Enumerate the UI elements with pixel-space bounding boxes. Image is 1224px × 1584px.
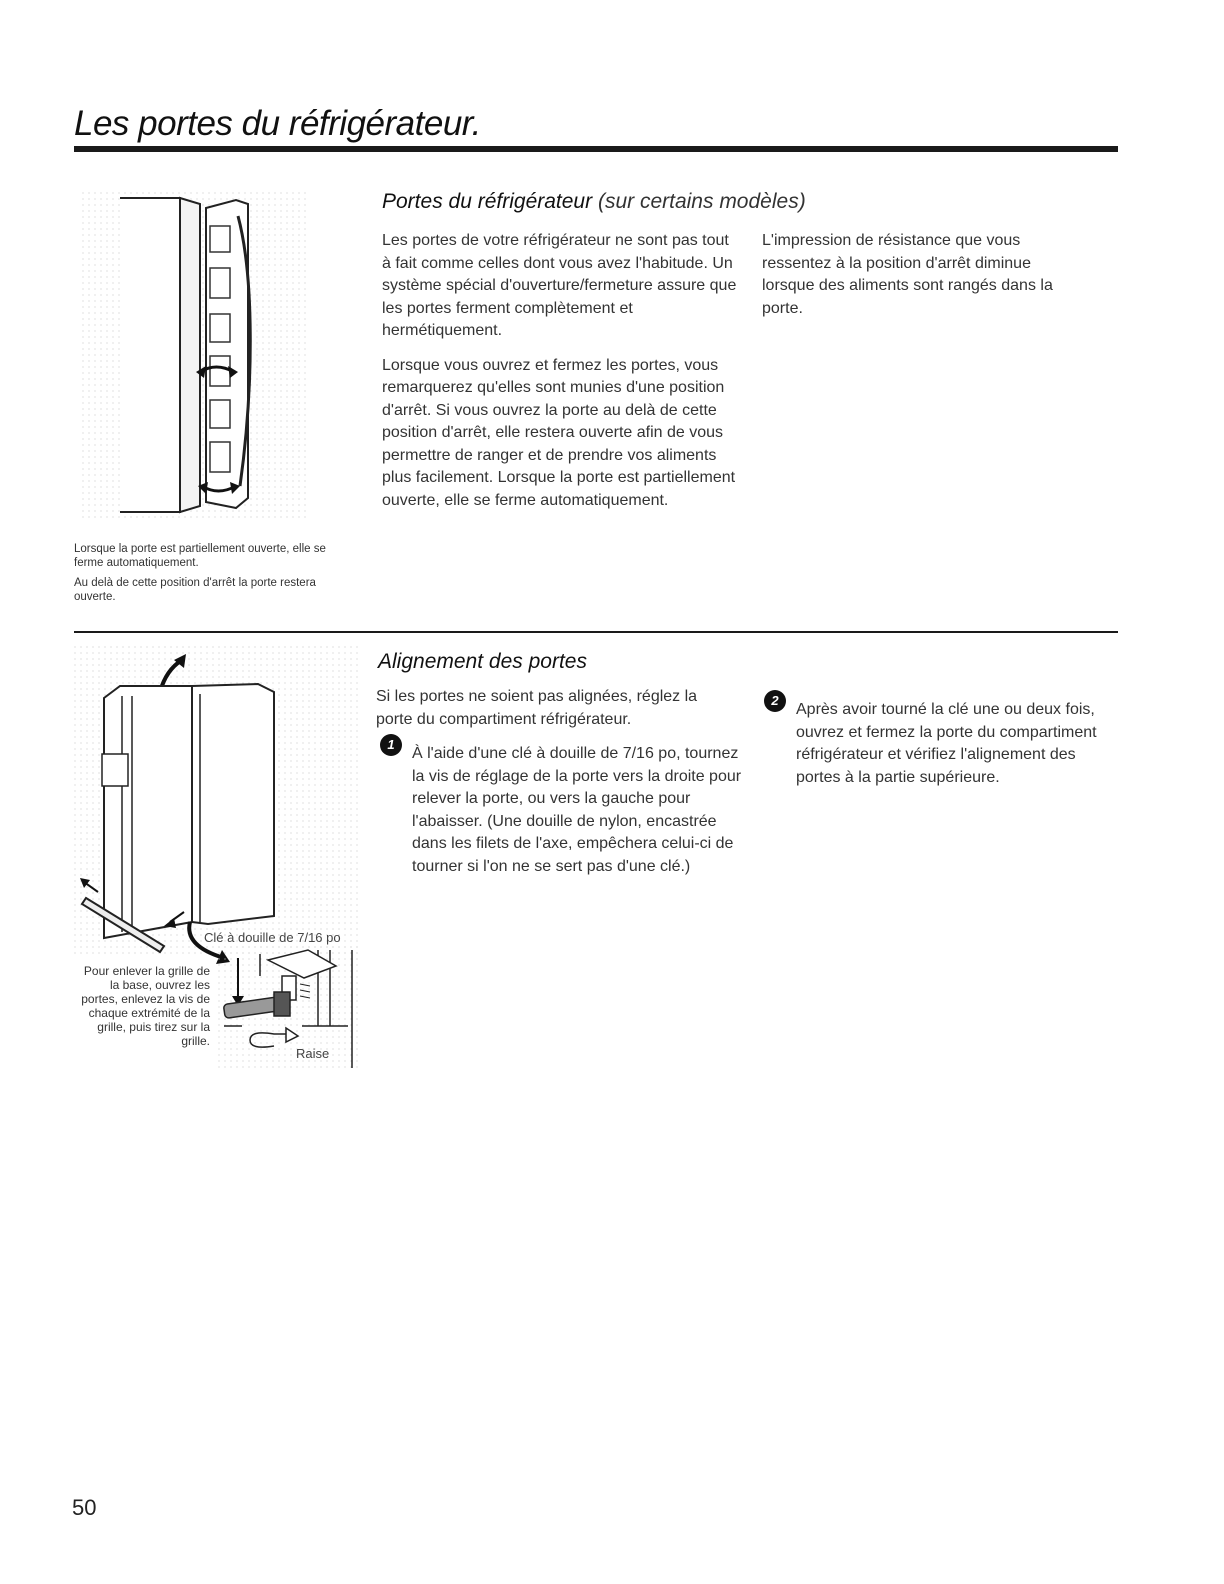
step-number-badge: 1 xyxy=(380,734,402,756)
paragraph: Lorsque vous ouvrez et fermez les portes, vous remarquerez qu'elles sont munies d'une position d'arrêt. Si vous ouvrez la porte au delà de cette position d'arrêt, elle restera ouverte afin de vous permettre de ranger et de prendre vos aliments plus facilement. Lorsque la porte est partiellement ouverte, elle se ferme automatiquement. xyxy=(382,356,736,509)
step-number-badge: 2 xyxy=(764,690,786,712)
section-heading-portes xyxy=(382,190,806,214)
section1-column1 xyxy=(382,230,742,524)
raise-label: Raise xyxy=(296,1046,330,1061)
paragraph: L'impression de résistance que vous ressentez à la position d'arrêt diminue lorsque des aliments sont rangés dans la porte. xyxy=(762,232,1053,317)
step2-text: Après avoir tourné la clé une ou deux fois, ouvrez et fermez la porte du compartiment réfrigérateur et vérifiez l'alignement des portes à la partie supérieure. xyxy=(796,701,1097,786)
freezer-door xyxy=(104,686,192,938)
section2-intro: Si les portes ne soient pas alignées, réglez la porte du compartiment réfrigérateur. xyxy=(376,688,698,728)
page-number: 50 xyxy=(72,1495,97,1520)
paragraph: Les portes de votre réfrigérateur ne sont pas tout à fait comme celles dont vous avez l'habitude. Un système spécial d'ouverture/fermeture assure que les portes ferment complètement et hermétiquement. xyxy=(382,232,737,339)
heading-qualifier: (sur certains modèles) xyxy=(597,190,806,213)
cabinet-side xyxy=(180,198,200,512)
fresh-food-door xyxy=(192,684,274,924)
section1-column2 xyxy=(762,230,1082,332)
cabinet-outline xyxy=(120,198,180,512)
title-rule xyxy=(74,146,1118,152)
page-title: Les portes du réfrigérateur. xyxy=(74,104,481,143)
illustration-caption xyxy=(74,542,344,610)
wrench-label: Clé à douille de 7/16 po xyxy=(204,930,341,945)
step1-text: À l'aide d'une clé à douille de 7/16 po, tournez la vis de réglage de la porte vers la droite pour relever la porte, ou vers la gauche pour l'abaisser. (Une douille de nylon, encastrée dans les filets de l'axe, empêchera celui-ci de tourner si l'on ne se sert pas d'une clé.) xyxy=(412,745,742,875)
caption-partial-open: Lorsque la porte est partiellement ouverte, elle se ferme automatiquement. xyxy=(74,543,326,569)
grille-caption: Pour enlever la grille de la base, ouvrez les portes, enlevez la vis de chaque extrémité de la grille, puis tirez sur la grille. xyxy=(81,964,210,1048)
section-divider xyxy=(74,631,1118,633)
caption-stop-position: Au delà de cette position d'arrêt la porte restera ouverte. xyxy=(74,577,316,603)
door-stop-illustration xyxy=(76,186,316,526)
dispenser-panel xyxy=(102,754,128,786)
heading-main: Portes du réfrigérateur xyxy=(382,190,593,213)
section-heading-alignement: Alignement des portes xyxy=(378,650,587,673)
